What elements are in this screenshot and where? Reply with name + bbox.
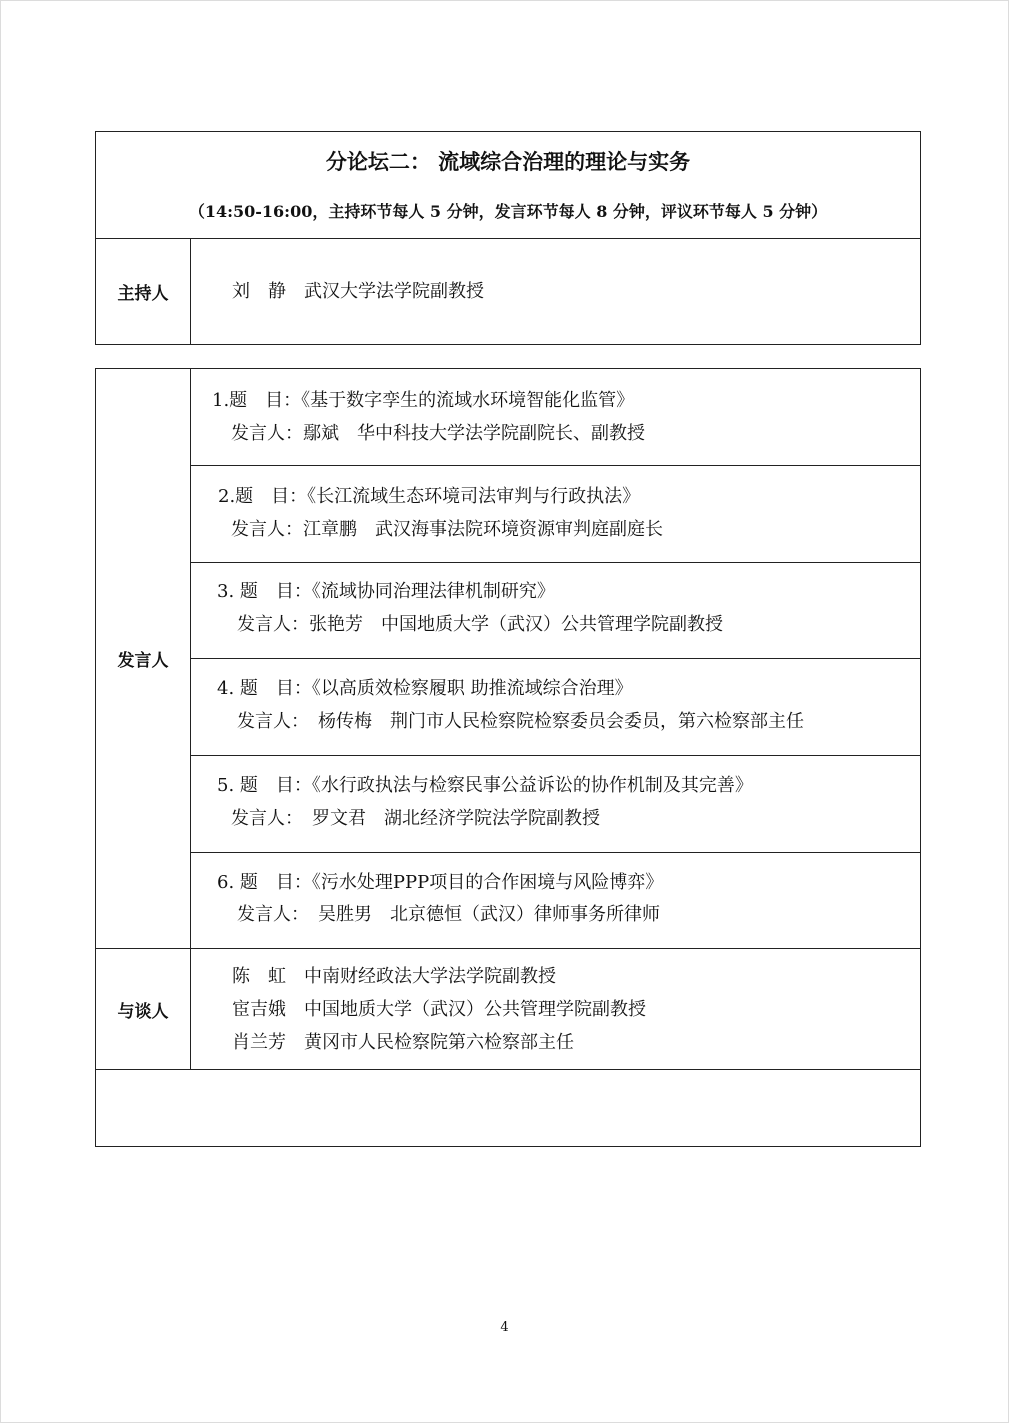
discussant-item: 肖兰芳 黄冈市人民检察院第六检察部主任 (232, 1032, 574, 1053)
speakers-label: 发言人 (96, 369, 191, 949)
forum-schedule: （14:50-16:00，主持环节每人 5 分钟，发言环节每人 8 分钟，评议环节每人 5 分钟） (188, 202, 828, 221)
speaker-entry (191, 563, 920, 659)
speaker-topic: 5. 题 目：《水行政执法与检察民事公益诉讼的协作机制及其完善》 (217, 775, 753, 796)
program-table (95, 368, 921, 1147)
discussants-row (96, 949, 920, 1070)
host-label: 主持人 (96, 239, 191, 344)
host-row (96, 239, 920, 344)
speaker-entry (191, 659, 920, 756)
discussants-label: 与谈人 (96, 949, 191, 1069)
speaker-topic: 1.题 目：《基于数字孪生的流域水环境智能化监管》 (212, 390, 635, 411)
speaker-topic: 3. 题 目：《流域协同治理法律机制研究》 (217, 581, 555, 602)
forum-title: 分论坛二： 流域综合治理的理论与实务 (325, 150, 691, 174)
speaker-entry (191, 853, 920, 949)
host-content: 刘 静 武汉大学法学院副教授 (232, 281, 484, 302)
speaker-name: 发言人： 吴胜男 北京德恒（武汉）律师事务所律师 (237, 904, 660, 925)
speaker-name: 发言人： 罗文君 湖北经济学院法学院副教授 (231, 808, 600, 829)
discussant-item: 陈 虹 中南财经政法大学法学院副教授 (232, 966, 556, 987)
speaker-name: 发言人：江章鹏 武汉海事法院环境资源审判庭副庭长 (231, 519, 663, 540)
discussant-item: 宦吉娥 中国地质大学（武汉）公共管理学院副教授 (232, 999, 646, 1020)
speaker-topic: 4. 题 目：《以高质效检察履职 助推流域综合治理》 (217, 678, 633, 699)
speaker-entry (191, 756, 920, 853)
page-number: 4 (500, 1320, 509, 1335)
speaker-name: 发言人：张艳芳 中国地质大学（武汉）公共管理学院副教授 (237, 614, 723, 635)
forum-header-table (95, 131, 921, 345)
speaker-entry (191, 466, 920, 563)
title-area (96, 132, 920, 239)
speaker-entry (191, 369, 920, 466)
speaker-name: 发言人： 杨传梅 荆门市人民检察院检察委员会委员，第六检察部主任 (237, 711, 804, 732)
speaker-topic: 6. 题 目：《污水处理PPP项目的合作困境与风险博弈》 (217, 872, 664, 893)
speaker-topic: 2.题 目：《长江流域生态环境司法审判与行政执法》 (218, 486, 641, 507)
speaker-name: 发言人：鄢斌 华中科技大学法学院副院长、副教授 (231, 423, 645, 444)
